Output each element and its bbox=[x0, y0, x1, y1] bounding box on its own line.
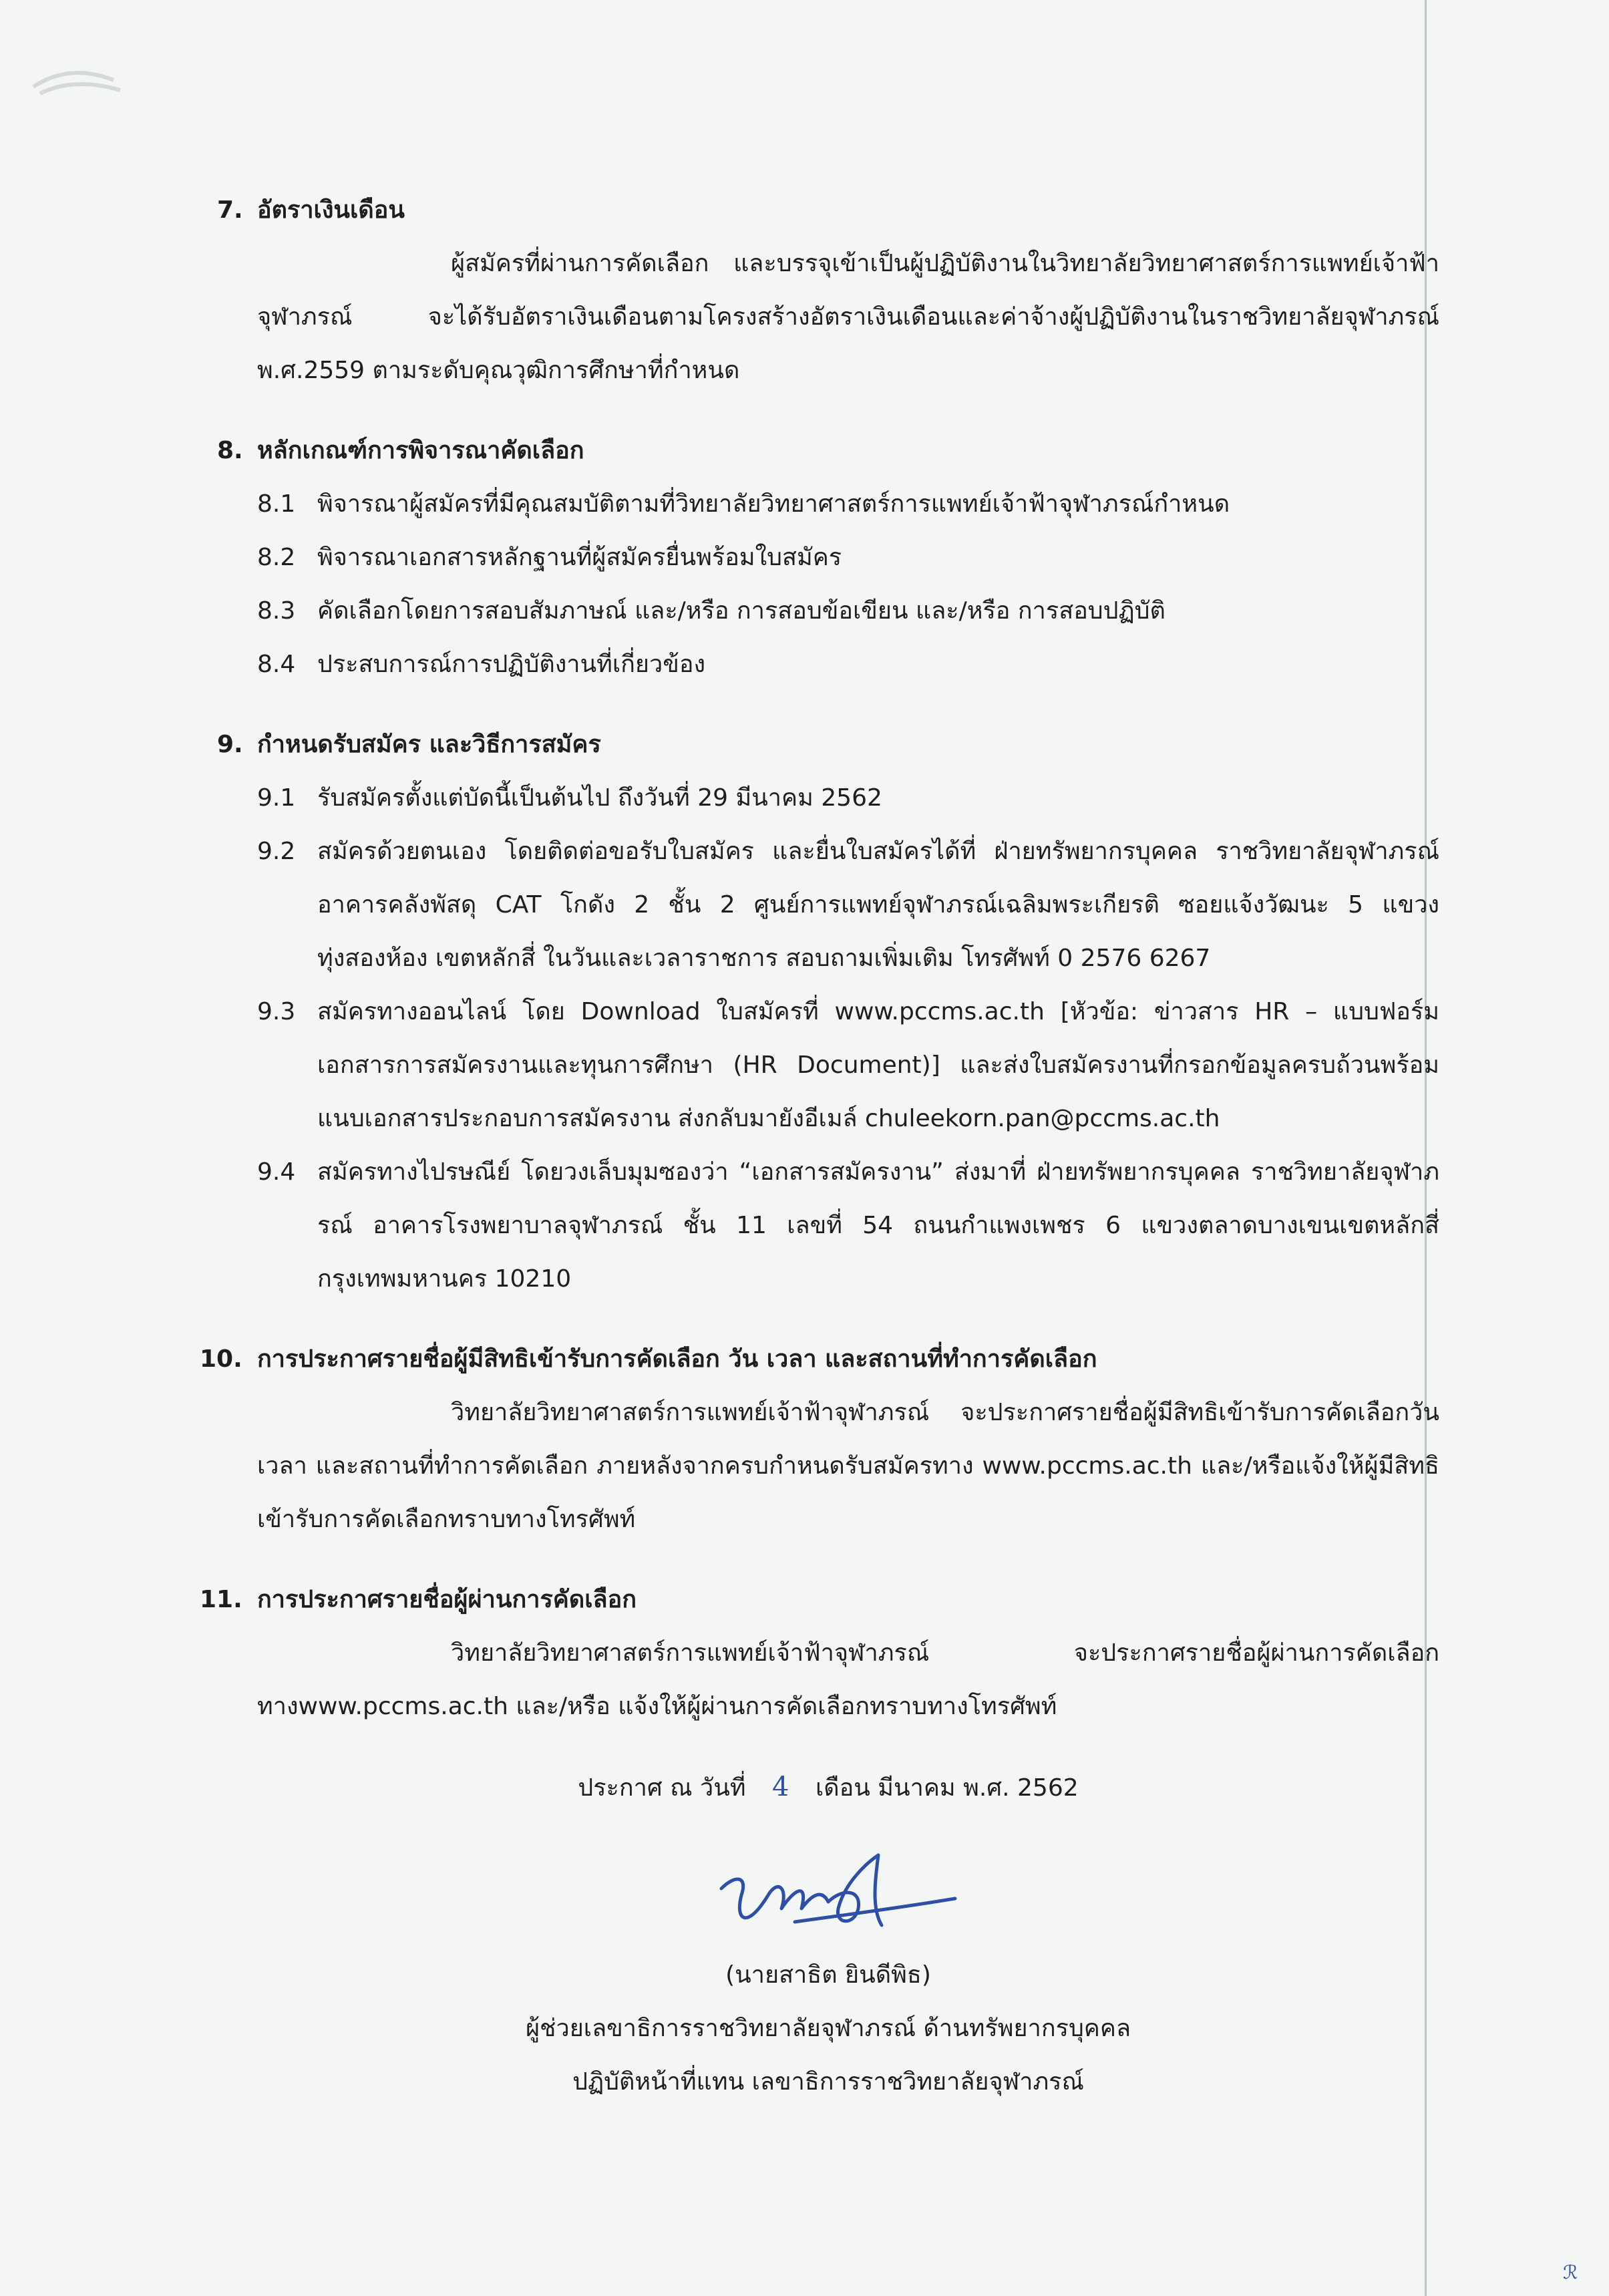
section-7-body: ผู้สมัครที่ผ่านการคัดเลือก และบรรจุเข้าเป็นผู้ปฏิบัติงานในวิทยาลัยวิทยาศาสตร์การแพทย์เจ้าฟ้าจุฬาภรณ์ จะได้รับอัตราเงินเดือนตามโครงสร้างอัตราเงินเดือนและค่าจ้างผู้ปฏิบัติงานในราชวิทยาลัยจุฬาภรณ์ พ.ศ.2559 ตามระดับคุณวุฒิการศึกษาที่กำหนด bbox=[257, 250, 1439, 384]
handwritten-day: 4 bbox=[772, 1772, 789, 1802]
announcement-body bbox=[200, 184, 1439, 2109]
section-7-heading bbox=[217, 184, 1439, 237]
list-item bbox=[217, 985, 1439, 1146]
announcement-date bbox=[217, 1760, 1439, 1815]
staple-mark-icon bbox=[13, 27, 147, 120]
section-number: 8. bbox=[217, 437, 243, 464]
section-title: การประกาศรายชื่อผู้ผ่านการคัดเลือก bbox=[257, 1586, 637, 1613]
item-text: สมัครด้วยตนเอง โดยติดต่อขอรับใบสมัคร และยื่นใบสมัครได้ที่ ฝ่ายทรัพยากรบุคคล ราชวิทยาลัยจุฬาภรณ์ อาคารคลังพัสดุ CAT โกดัง 2 ชั้น 2 ศูนย์การแพทย์จุฬาภรณ์เฉลิมพระเกียรติ ซอยแจ้งวัฒนะ 5 แขวงทุ่งสองห้อง เขตหลักสี่ ในวันและเวลาราชการ สอบถามเพิ่มเติม โทรศัพท์ 0 2576 6267 bbox=[317, 838, 1439, 972]
initials-mark-icon: ℛ bbox=[1563, 2261, 1578, 2283]
section-title: อัตราเงินเดือน bbox=[257, 196, 405, 224]
section-11 bbox=[200, 1573, 1439, 1734]
item-number: 8.2 bbox=[257, 544, 296, 571]
section-number: 11. bbox=[200, 1586, 242, 1613]
item-text: ประสบการณ์การปฏิบัติงานที่เกี่ยวข้อง bbox=[317, 651, 706, 678]
section-10-heading bbox=[200, 1333, 1439, 1386]
item-number: 8.4 bbox=[257, 651, 296, 678]
list-item bbox=[217, 531, 1439, 585]
section-title: กำหนดรับสมัคร และวิธีการสมัคร bbox=[257, 731, 601, 758]
section-9 bbox=[217, 718, 1439, 1306]
section-10 bbox=[200, 1333, 1439, 1546]
section-number: 10. bbox=[200, 1345, 242, 1373]
list-item bbox=[217, 825, 1439, 985]
item-number: 9.4 bbox=[257, 1158, 296, 1186]
list-item bbox=[217, 478, 1439, 531]
list-item bbox=[217, 638, 1439, 691]
item-text: สมัครทางออนไลน์ โดย Download ใบสมัครที่ www.pccms.ac.th [หัวข้อ: ข่าวสาร HR – แบบฟอร์มเอกสารการสมัครงานและทุนการศึกษา (HR Document)] และส่งใบสมัครงานที่กรอกข้อมูลครบถ้วนพร้อมแนบเอกสารประกอบการสมัครงาน ส่งกลับมายังอีเมล์ chuleekorn.pan@pccms.ac.th bbox=[317, 998, 1439, 1132]
section-number: 9. bbox=[217, 731, 243, 758]
item-number: 9.3 bbox=[257, 998, 296, 1025]
section-number: 7. bbox=[217, 196, 243, 224]
item-text: คัดเลือกโดยการสอบสัมภาษณ์ และ/หรือ การสอบข้อเขียน และ/หรือ การสอบปฏิบัติ bbox=[317, 597, 1166, 625]
signer-position: ผู้ช่วยเลขาธิการราชวิทยาลัยจุฬาภรณ์ ด้านทรัพยากรบุคคล bbox=[525, 2015, 1131, 2042]
item-number: 9.1 bbox=[257, 784, 296, 812]
list-item bbox=[217, 585, 1439, 638]
item-number: 8.1 bbox=[257, 490, 296, 518]
list-item bbox=[217, 1146, 1439, 1306]
item-text: รับสมัครตั้งแต่บัดนี้เป็นต้นไป ถึงวันที่ 29 มีนาคม 2562 bbox=[317, 784, 882, 812]
list-item bbox=[217, 772, 1439, 825]
item-text: พิจารณาเอกสารหลักฐานที่ผู้สมัครยื่นพร้อมใบสมัคร bbox=[317, 544, 842, 571]
section-8 bbox=[217, 424, 1439, 691]
section-11-body: วิทยาลัยวิทยาศาสตร์การแพทย์เจ้าฟ้าจุฬาภรณ์ จะประกาศรายชื่อผู้ผ่านการคัดเลือกทางwww.pccms.ac.th และ/หรือ แจ้งให้ผู้ผ่านการคัดเลือกทราบทางโทรศัพท์ bbox=[257, 1639, 1439, 1720]
section-11-heading bbox=[200, 1573, 1439, 1627]
date-suffix: เดือน มีนาคม พ.ศ. 2562 bbox=[815, 1774, 1079, 1802]
section-8-heading bbox=[217, 424, 1439, 478]
item-number: 8.3 bbox=[257, 597, 296, 625]
item-number: 9.2 bbox=[257, 838, 296, 865]
section-7 bbox=[217, 184, 1439, 397]
section-9-heading bbox=[217, 718, 1439, 772]
item-text: พิจารณาผู้สมัครที่มีคุณสมบัติตามที่วิทยาลัยวิทยาศาสตร์การแพทย์เจ้าฟ้าจุฬาภรณ์กำหนด bbox=[317, 490, 1230, 518]
signer-acting-position: ปฏิบัติหน้าที่แทน เลขาธิการราชวิทยาลัยจุฬาภรณ์ bbox=[572, 2068, 1084, 2096]
signer-name: (นายสาธิต ยินดีพิธ) bbox=[725, 1961, 931, 1989]
section-title: การประกาศรายชื่อผู้มีสิทธิเข้ารับการคัดเลือก วัน เวลา และสถานที่ทำการคัดเลือก bbox=[257, 1345, 1097, 1373]
section-10-body: วิทยาลัยวิทยาศาสตร์การแพทย์เจ้าฟ้าจุฬาภรณ์ จะประกาศรายชื่อผู้มีสิทธิเข้ารับการคัดเลือกวัน เวลา และสถานที่ทำการคัดเลือก ภายหลังจากครบกำหนดรับสมัครทาง www.pccms.ac.th และ/หรือแจ้งให้ผู้มีสิทธิเข้ารับการคัดเลือกทราบทางโทรศัพท์ bbox=[257, 1399, 1439, 1533]
section-title: หลักเกณฑ์การพิจารณาคัดเลือก bbox=[257, 437, 584, 464]
signature-icon bbox=[695, 1848, 962, 1949]
date-prefix: ประกาศ ณ วันที่ bbox=[578, 1774, 746, 1802]
item-text: สมัครทางไปรษณีย์ โดยวงเล็บมุมซองว่า “เอกสารสมัครงาน” ส่งมาที่ ฝ่ายทรัพยากรบุคคล ราชวิทยาลัยจุฬาภรณ์ อาคารโรงพยาบาลจุฬาภรณ์ ชั้น 11 เลขที่ 54 ถนนกำแพงเพชร 6 แขวงตลาดบางเขนเขตหลักสี่ กรุงเทพมหานคร 10210 bbox=[317, 1158, 1439, 1293]
